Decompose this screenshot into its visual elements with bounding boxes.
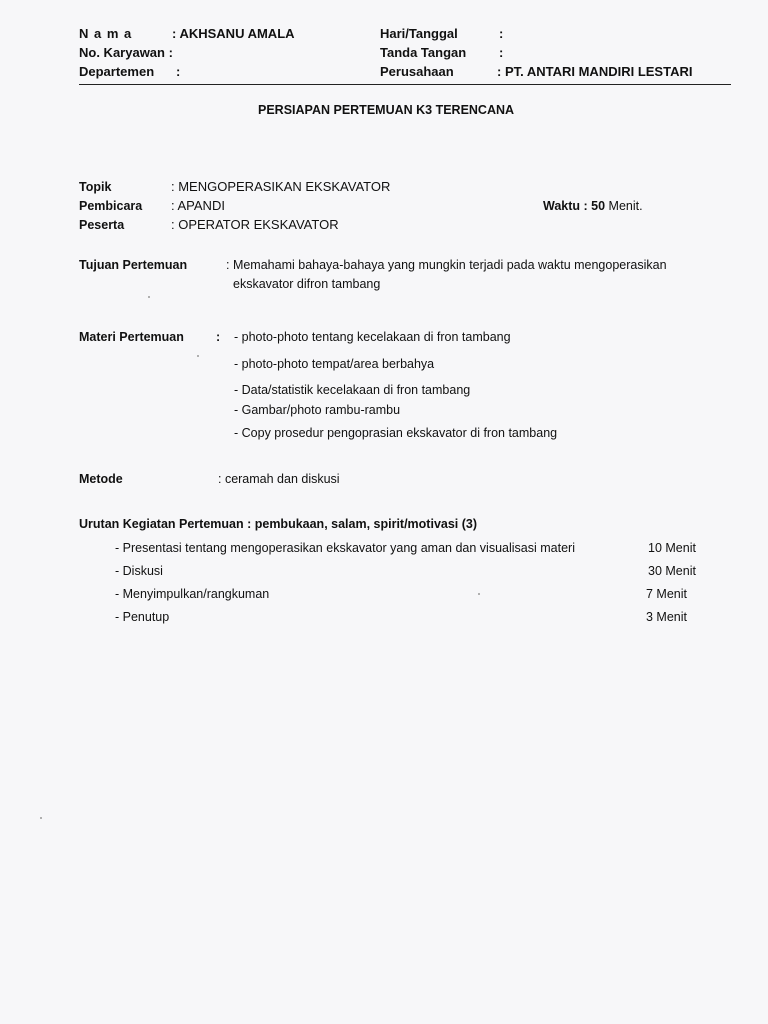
urutan-duration: 3 Menit xyxy=(646,610,687,624)
materi-label: Materi Pertemuan xyxy=(79,330,184,344)
waktu xyxy=(543,199,643,213)
materi-item: - photo-photo tempat/area berbahya xyxy=(234,357,435,371)
scan-speck xyxy=(40,817,42,819)
tujuan-label: Tujuan Pertemuan xyxy=(79,258,188,272)
urutan-duration: 30 Menit xyxy=(648,564,696,578)
tanda-colon: : xyxy=(499,45,504,60)
urutan-item: - Penutup xyxy=(115,610,170,624)
urutan-item: - Menyimpulkan/rangkuman xyxy=(115,587,270,601)
materi-colon: : xyxy=(216,330,221,344)
waktu-label: Waktu : 50 xyxy=(543,199,606,213)
nama-value: : AKHSANU AMALA xyxy=(172,26,295,41)
materi-item: - Copy prosedur pengoprasian ekskavator di fron tambang xyxy=(234,426,558,440)
tanda-label: Tanda Tangan xyxy=(380,45,467,60)
tujuan-line1: : Memahami bahaya-bahaya yang mungkin terjadi pada waktu mengoperasikan xyxy=(226,258,667,272)
scan-speck xyxy=(197,355,199,357)
departemen-colon: : xyxy=(176,64,181,79)
urutan-duration: 7 Menit xyxy=(646,587,687,601)
page-title: PERSIAPAN PERTEMUAN K3 TERENCANA xyxy=(258,103,515,117)
metode-value: : ceramah dan diskusi xyxy=(218,472,340,486)
peserta-value: : OPERATOR EKSKAVATOR xyxy=(171,217,339,232)
header-divider xyxy=(79,84,731,85)
hari-colon: : xyxy=(499,26,504,41)
pembicara-value: : APANDI xyxy=(171,198,225,213)
materi-item: - photo-photo tentang kecelakaan di fron tambang xyxy=(234,330,511,344)
topik-value: : MENGOPERASIKAN EKSKAVATOR xyxy=(171,179,391,194)
hari-label: Hari/Tanggal xyxy=(380,26,458,41)
topik-label: Topik xyxy=(79,180,112,194)
urutan-item: - Diskusi xyxy=(115,564,163,578)
scan-speck xyxy=(478,593,480,595)
waktu-unit: Menit. xyxy=(605,199,643,213)
peserta-label: Peserta xyxy=(79,218,125,232)
perusahaan-value: : PT. ANTARI MANDIRI LESTARI xyxy=(497,64,693,79)
nama-label: N a m a xyxy=(79,26,133,41)
urutan-label: Urutan Kegiatan Pertemuan : pembukaan, salam, spirit/motivasi (3) xyxy=(79,517,478,531)
scan-speck xyxy=(148,296,150,298)
departemen-label: Departemen xyxy=(79,64,155,79)
materi-item: - Gambar/photo rambu-rambu xyxy=(234,403,401,417)
karyawan-label: No. Karyawan : xyxy=(79,45,173,60)
materi-item: - Data/statistik kecelakaan di fron tambang xyxy=(234,383,471,397)
pembicara-label: Pembicara xyxy=(79,199,143,213)
tujuan-line2: ekskavator difron tambang xyxy=(233,277,381,291)
urutan-duration: 10 Menit xyxy=(648,541,696,555)
metode-label: Metode xyxy=(79,472,123,486)
urutan-item: - Presentasi tentang mengoperasikan ekskavator yang aman dan visualisasi materi xyxy=(115,541,575,555)
perusahaan-label: Perusahaan xyxy=(380,64,454,79)
